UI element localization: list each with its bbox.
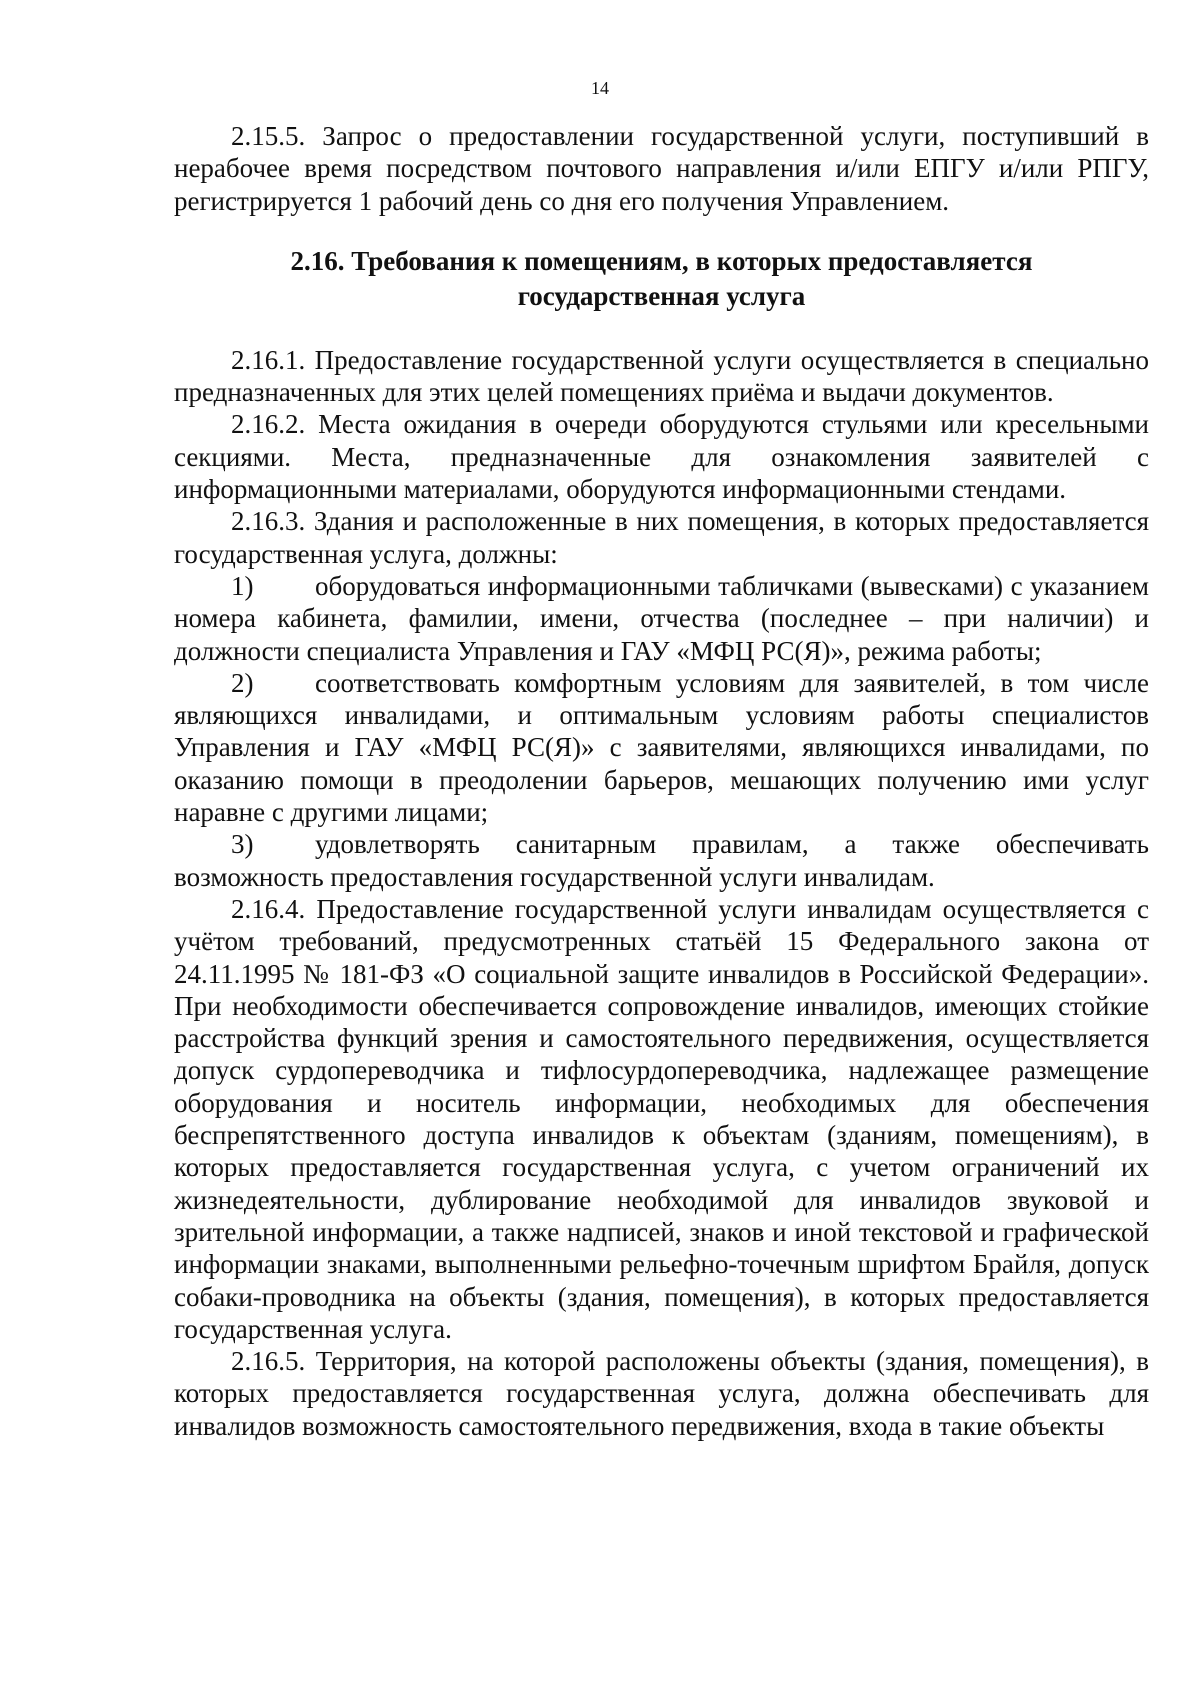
paragraph-2-16-4: 2.16.4. Предоставление государственной услуги инвалидам осуществляется с учётом требований, предусмотренных статьёй 15 Федерального закона от 24.11.1995 № 181-ФЗ «О социальной защите инвалидов в Российской Федерации». При необходимости обеспечивается сопровождение инвалидов, имеющих стойкие расстройства функций зрения и самостоятельного передвижения, осуществляется допуск сурдопереводчика и тифлосурдопереводчика, надлежащее размещение оборудования и носитель информации, необходимых для обеспечения беспрепятственного доступа инвалидов к объектам (зданиям, помещениям), в которых предоставляется государственная услуга, с учетом ограничений их жизнедеятельности, дублирование необходимой для инвалидов звуковой и зрительной информации, а также надписей, знаков и иной текстовой и графической информации знаками, выполненными рельефно-точечным шрифтом Брайля, допуск собаки-проводника на объекты (здания, помещения), в которых предоставляется государственная услуга. <box>174 893 1149 1344</box>
paragraph-2-16-1: 2.16.1. Предоставление государственной услуги осуществляется в специально предназначенных для этих целей помещениях приёма и выдачи документов. <box>174 344 1149 408</box>
heading-line-2: государственная услуга <box>517 280 806 311</box>
list-item-2 <box>174 667 1149 828</box>
heading-line-1: 2.16. Требования к помещениям, в которых предоставляется <box>290 245 1033 276</box>
list-item-number: 1) <box>231 570 254 601</box>
list-item-text: соответствовать комфортным условиям для заявителей, в том числе являющихся инвалидами, и оптимальным условиям работы специалистов Управления и ГАУ «МФЦ РС(Я)» с заявителями, являющихся инвалидами, по оказанию помощи в преодолении барьеров, мешающих получению ими услуг наравне с другими лицами; <box>174 667 1149 828</box>
page-number: 14 <box>591 78 609 98</box>
list-item-1 <box>174 570 1149 667</box>
list-item-number: 2) <box>231 667 254 698</box>
paragraph-2-16-5: 2.16.5. Территория, на которой расположены объекты (здания, помещения), в которых предоставляется государственная услуга, должна обеспечивать для инвалидов возможность самостоятельного передвижения, входа в такие объекты <box>174 1346 1149 1441</box>
document-body <box>174 120 1149 1442</box>
section-heading-2-16 <box>174 244 1149 314</box>
paragraph-2-16-3: 2.16.3. Здания и расположенные в них помещения, в которых предоставляется государственная услуга, должны: <box>174 506 1149 569</box>
paragraph-2-15-5: 2.15.5. Запрос о предоставлении государственной услуги, поступивший в нерабочее время посредством почтового направления и/или ЕПГУ и/или РПГУ, регистрируется 1 рабочий день со дня его получения Управлением. <box>174 121 1149 216</box>
list-item-text: удовлетворять санитарным правилам, а также обеспечивать возможность предоставления государственной услуги инвалидам. <box>174 829 1149 892</box>
list-item-text: оборудоваться информационными табличками (вывесками) с указанием номера кабинета, фамилии, имени, отчества (последнее – при наличии) и должности специалиста Управления и ГАУ «МФЦ РС(Я)», режима работы; <box>174 570 1149 666</box>
paragraph-2-16-2: 2.16.2. Места ожидания в очереди оборудуются стульями или кресельными секциями. Места, предназначенные для ознакомления заявителей с информационными материалами, оборудуются информационными стендами. <box>174 409 1149 505</box>
list-item-number: 3) <box>231 829 254 860</box>
list-item-3 <box>174 828 1149 893</box>
